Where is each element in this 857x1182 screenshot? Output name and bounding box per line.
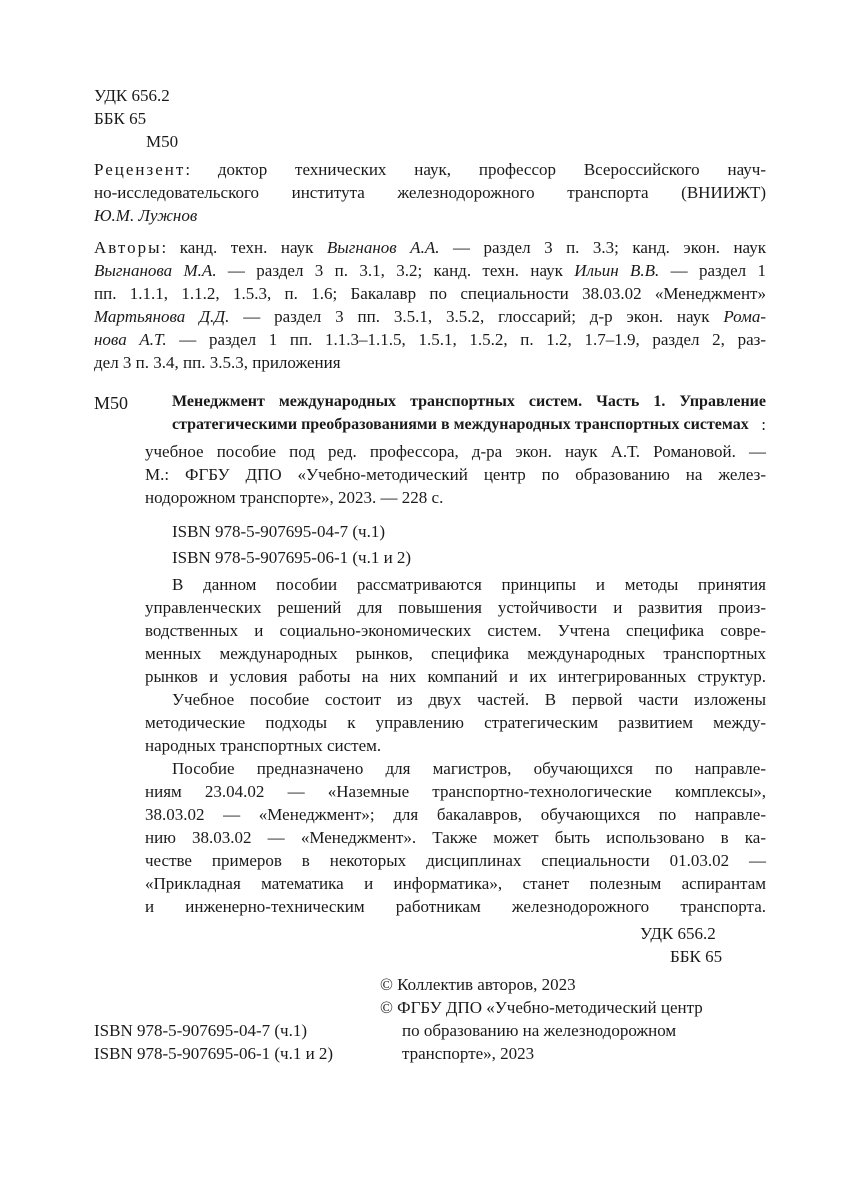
udk-code: УДК 656.2: [94, 86, 170, 105]
copyright-publisher-cont: транспорте», 2023: [402, 1044, 535, 1063]
author-name: Выгнанов А.А.: [326, 238, 440, 257]
abstract-line: менных международных рынков, специфика международных транспортных: [145, 644, 766, 663]
entry-isbn-1: ISBN 978-5-907695-04-7 (ч.1): [172, 522, 385, 541]
authors-text: — раздел 1: [659, 261, 767, 280]
abstract-line: методические подходы к управлению стратегическим развитием между-: [145, 713, 766, 732]
reviewer-line-2: но-исследовательского института железнодорожного транспорта (ВНИИЖТ): [94, 183, 766, 202]
authors-text: — раздел 3 пп. 3.5.1, 3.5.2, глоссарий; д-р экон. наук: [229, 307, 724, 326]
abstract-line: ниям 23.04.02 — «Наземные транспортно-технологические комплексы»,: [145, 782, 766, 801]
authors-label: Авторы: [94, 238, 162, 257]
copyright-publisher-cont: по образованию на железнодорожном: [402, 1021, 677, 1040]
abstract-line: «Прикладная математика и информатика», станет полезным аспирантам: [145, 874, 766, 893]
author-mark: М50: [146, 132, 179, 151]
reviewer-name: Ю.М. Лужнов: [94, 206, 198, 225]
copyright-block: [380, 973, 703, 1065]
reviewer-block: [94, 158, 766, 227]
authors-text: — раздел 3 п. 3.1, 3.2; канд. техн. наук: [216, 261, 575, 280]
abstract-line: В данном пособии рассматриваются принципы и методы принятия: [172, 575, 766, 594]
author-name: Мартьянова Д.Д.: [94, 307, 230, 326]
abstract-paragraph-3: [145, 757, 766, 918]
catalog-entry: [172, 390, 766, 436]
abstract-line: Пособие предназначено для магистров, обучающихся по направле-: [172, 759, 766, 778]
copyright-publisher: © ФГБУ ДПО «Учебно-методический центр: [380, 998, 703, 1017]
authors-text: — раздел 1 пп. 1.1.3–1.1.5, 1.5.1, 1.5.2, п. 1.2, 1.7–1.9, раздел 2, раз-: [166, 330, 767, 349]
authors-text: : канд. техн. наук: [161, 238, 327, 257]
abstract-line: 38.03.02 — «Менеджмент»; для бакалавров, обучающихся по направле-: [145, 805, 766, 824]
abstract: [145, 573, 766, 918]
abstract-line: Учебное пособие состоит из двух частей. В первой части изложены: [172, 690, 766, 709]
abstract-line: управленческих решений для повышения устойчивости и развития произ-: [145, 598, 766, 617]
abstract-line: водственных и социально-экономических систем. Учтена специфика совре-: [145, 621, 766, 640]
abstract-line: рынков и условия работы на них компаний и их интегрированных структур.: [145, 667, 766, 686]
footer-codes: [640, 922, 766, 968]
abstract-line: честве примеров в некоторых дисциплинах специальности 01.03.02 —: [145, 851, 766, 870]
entry-title-tail: :: [761, 415, 766, 434]
footer-isbn: [94, 1019, 333, 1065]
abstract-line: нию 38.03.02 — «Менеджмент». Также может быть использовано в ка-: [145, 828, 766, 847]
reviewer-label: Рецензент: [94, 160, 186, 179]
abstract-line: народных транспортных систем.: [145, 736, 382, 755]
authors-block: [94, 236, 766, 374]
author-name: Выгнанова М.А.: [94, 261, 217, 280]
classification-codes: [94, 84, 178, 153]
authors-text: дел 3 п. 3.4, пп. 3.5.3, приложения: [94, 353, 341, 372]
copyright-authors: © Коллектив авторов, 2023: [380, 975, 576, 994]
entry-isbn-2: ISBN 978-5-907695-06-1 (ч.1 и 2): [172, 548, 412, 567]
entry-title-1: Менеджмент международных транспортных систем. Часть 1. Управление: [172, 393, 766, 410]
author-name: Рома-: [723, 307, 766, 326]
reviewer-line-1: : доктор технических наук, профессор Всероссийского науч-: [185, 160, 766, 179]
abstract-line: и инженерно-техническим работникам железнодорожного транспорта.: [145, 897, 766, 916]
footer-bbk: ББК 65: [670, 947, 723, 966]
entry-pub-1: учебное пособие под ред. профессора, д-ра экон. наук А.Т. Романовой. —: [145, 442, 766, 461]
abstract-paragraph-2: [145, 688, 766, 757]
entry-pub-3: нодорожном транспорте», 2023. — 228 с.: [145, 488, 444, 507]
entry-mark: М50: [94, 393, 129, 413]
authors-text: пп. 1.1.1, 1.1.2, 1.5.3, п. 1.6; Бакалавр по специальности 38.03.02 «Менеджмент»: [94, 284, 766, 303]
bbk-code: ББК 65: [94, 109, 147, 128]
entry-title-2: стратегическими преобразованиями в международных транспортных системах: [172, 416, 749, 433]
footer-udk: УДК 656.2: [640, 924, 716, 943]
author-name: Ильин В.В.: [574, 261, 660, 280]
footer-isbn-2: ISBN 978-5-907695-06-1 (ч.1 и 2): [94, 1044, 334, 1063]
authors-text: — раздел 3 п. 3.3; канд. экон. наук: [439, 238, 767, 257]
entry-pub-2: М.: ФГБУ ДПО «Учебно-методический центр по образованию на желез-: [145, 465, 766, 484]
abstract-paragraph-1: [145, 573, 766, 688]
footer-isbn-1: ISBN 978-5-907695-04-7 (ч.1): [94, 1021, 307, 1040]
author-name: нова А.Т.: [94, 330, 167, 349]
entry-publication: [145, 440, 766, 509]
